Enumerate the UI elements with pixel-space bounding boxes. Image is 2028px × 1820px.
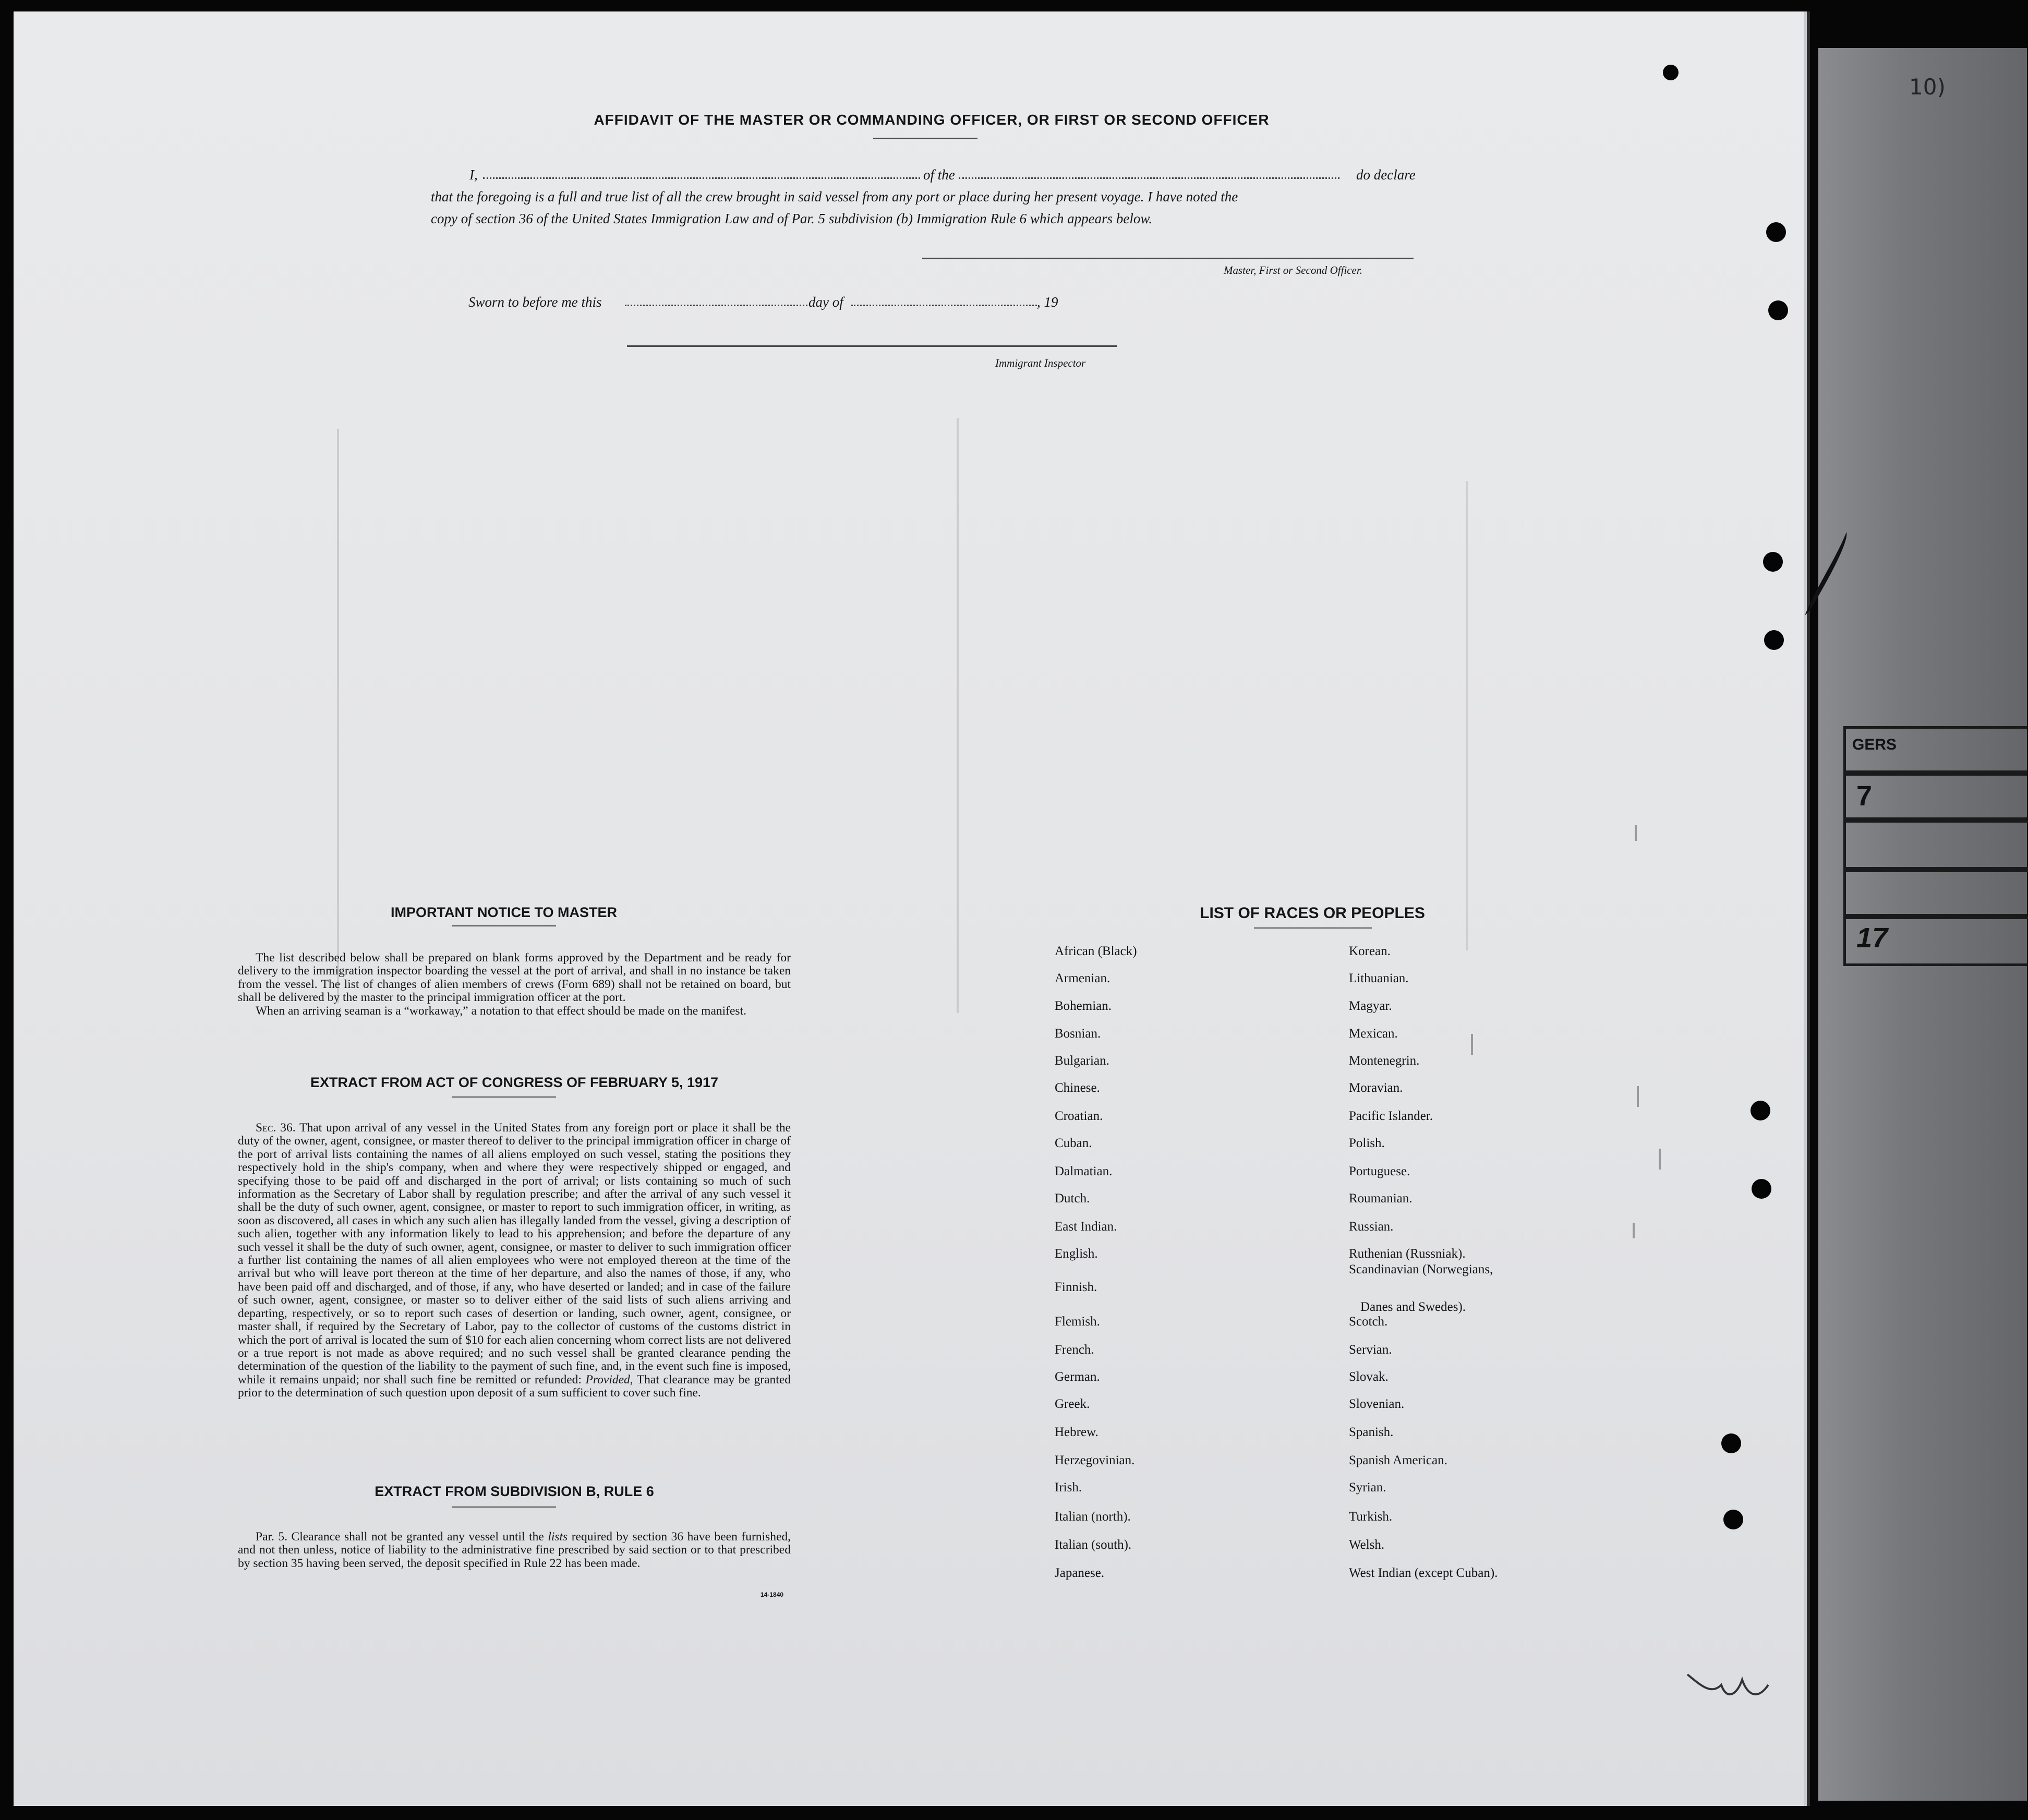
binder-hole bbox=[1764, 630, 1784, 650]
race-item: Cuban. bbox=[1055, 1136, 1092, 1150]
ghost-column-rule bbox=[957, 418, 959, 1013]
strip-empty-box bbox=[1843, 867, 2028, 919]
race-item: Polish. bbox=[1349, 1136, 1385, 1150]
race-item: Turkish. bbox=[1349, 1510, 1393, 1524]
races-title: LIST OF RACES OR PEOPLES bbox=[1200, 905, 1425, 922]
race-item: Magyar. bbox=[1349, 999, 1392, 1013]
strip-label: GERS bbox=[1852, 736, 1897, 753]
do-declare-label: do declare bbox=[1356, 167, 1416, 183]
notice-paragraph-1: The list described below shall be prepared on blank forms approved by the Department and be ready for delivery to the immigration inspector boarding the vessel at the port of arrival, and shall in no instance be taken from the vessel. The list of changes of alien members of crews (Form 689) shall not be retained on board, but shall be delivered by the master to the principal immigration officer at the port. bbox=[238, 951, 791, 1005]
race-item: Russian. bbox=[1349, 1220, 1394, 1234]
stray-mark bbox=[1633, 1223, 1635, 1238]
rule-extract-body bbox=[238, 1530, 791, 1570]
adjacent-page-edge bbox=[1818, 48, 2027, 1801]
race-item: Herzegovinian. bbox=[1055, 1453, 1135, 1467]
affidavit-i-label: I, bbox=[469, 167, 478, 183]
race-item: Mexican. bbox=[1349, 1027, 1398, 1041]
race-item: German. bbox=[1055, 1370, 1100, 1384]
strip-empty-box bbox=[1843, 820, 2028, 872]
rule-extract-title: EXTRACT FROM SUBDIVISION B, RULE 6 bbox=[375, 1484, 654, 1499]
month-blank bbox=[851, 305, 1037, 306]
race-item: Italian (north). bbox=[1055, 1510, 1131, 1524]
race-item: Slovak. bbox=[1349, 1370, 1389, 1384]
inspector-line bbox=[627, 345, 1117, 347]
notice-underline bbox=[452, 925, 556, 926]
lists-word: lists bbox=[548, 1530, 568, 1544]
race-item: Finnish. bbox=[1055, 1280, 1097, 1294]
race-item: Dalmatian. bbox=[1055, 1164, 1113, 1178]
affidavit-line-3: copy of section 36 of the United States Immigration Law and of Par. 5 subdivision (b) Immigration Rule 6 which appears below. bbox=[431, 211, 1153, 226]
race-item: Servian. bbox=[1349, 1343, 1392, 1357]
race-item: Japanese. bbox=[1055, 1566, 1105, 1580]
race-item: English. bbox=[1055, 1247, 1098, 1261]
race-item: Italian (south). bbox=[1055, 1538, 1132, 1552]
binder-hole bbox=[1723, 1510, 1743, 1529]
race-item: Flemish. bbox=[1055, 1315, 1100, 1329]
inspector-label: Immigrant Inspector bbox=[995, 357, 1086, 369]
race-item: Hebrew. bbox=[1055, 1425, 1098, 1439]
race-item: Scandinavian (Norwegians, bbox=[1349, 1262, 1493, 1276]
race-item: Armenian. bbox=[1055, 971, 1110, 985]
signature-line bbox=[922, 258, 1414, 259]
race-item: Lithuanian. bbox=[1349, 971, 1409, 985]
rule-underline bbox=[452, 1506, 556, 1508]
binder-hole bbox=[1721, 1433, 1741, 1453]
race-item: Portuguese. bbox=[1349, 1164, 1410, 1178]
strip-digit-box bbox=[1843, 773, 2027, 820]
notice-paragraph-2: When an arriving seaman is a “workaway,” a notation to that effect should be made on the manifest. bbox=[256, 1004, 746, 1018]
title-underline bbox=[873, 138, 977, 139]
race-item: Montenegrin. bbox=[1349, 1054, 1420, 1068]
handwritten-stroke bbox=[1794, 522, 1857, 626]
strip-digit: 7 bbox=[1856, 780, 1873, 812]
section-36-text: That upon arrival of any vessel in the United States from any foreign port or place it shall be the duty of the owner, agent, consignee, or master thereof to deliver to the principal immigration officer in charge of the port of arrival lists containing the names of all aliens employed on such vessel, stating the positions they respectively hold in the ship's company, when and where they were respectively shipped or engaged, and specifying those to be paid off and discharged in the port of arrival; or lists containing so much of such information as the Secretary of Labor shall by regulation prescribe; and after the arrival of any such vessel it shall be the duty of such owner, agent, consignee, or master to report to such immigration officer, in writing, as soon as discovered, all cases in which any such alien has illegally landed from the vessel, giving a description of such alien, together with any information likely to lead to his apprehension; and before the departure of any such vessel it shall be the duty of such owner, agent, consignee, or master to deliver to such immigration officer a further list containing the names of all alien employees who were not employed thereon at the time of the arrival but who will leave port thereon at the time of her departure, and also the names of those, if any, who have been paid off and discharged, and of those, if any, who have deserted or landed; and in case of the failure of such owner, agent, consignee, or master so to deliver either of the said lists of such aliens arriving and departing, respectively, or so to report such cases of desertion or landing, such owner, agent, consignee, or master shall, if required by the Secretary of Labor, pay to the collector of customs of the customs district in which the port of arrival is located the sum of $10 for each alien concerning whom correct lists are not delivered or a true report is not made as above required; and no such vessel shall be granted clearance pending the determination of the question of the liability to the payment of such fine, and, in the event such fine is imposed, while it remains unpaid; nor shall such fine be remitted or refunded: bbox=[238, 1121, 791, 1387]
binder-hole bbox=[1663, 65, 1679, 80]
race-item: Roumanian. bbox=[1349, 1191, 1413, 1206]
race-item: Pacific Islander. bbox=[1349, 1109, 1433, 1123]
strip-number: 17 bbox=[1856, 922, 1888, 954]
sworn-label: Sworn to before me this bbox=[468, 294, 602, 310]
provided-word: Provided, bbox=[585, 1372, 633, 1387]
affidavit-line-2: that the foregoing is a full and true list of all the crew brought in said vessel from any port or place during her present voyage. I have noted the bbox=[431, 189, 1238, 204]
race-item: Croatian. bbox=[1055, 1109, 1103, 1123]
handwritten-page-number: 10) bbox=[1909, 74, 1946, 100]
race-item: Bulgarian. bbox=[1055, 1054, 1109, 1068]
race-item: Dutch. bbox=[1055, 1191, 1090, 1206]
section-36-text-end: That clearance may be granted prior to the determination of such question upon deposit of a sum sufficient to cover such fine. bbox=[238, 1372, 791, 1400]
race-item: Korean. bbox=[1349, 944, 1391, 958]
year-label: , 19 bbox=[1037, 294, 1058, 310]
form-number: 14-1840 bbox=[760, 1591, 784, 1598]
affidavit-title: AFFIDAVIT OF THE MASTER OR COMMANDING OFFICER, OR FIRST OR SECOND OFFICER bbox=[594, 112, 1270, 128]
stray-mark bbox=[1471, 1034, 1473, 1055]
race-item: French. bbox=[1055, 1343, 1094, 1357]
day-of-label: day of bbox=[808, 294, 843, 310]
binder-hole bbox=[1763, 552, 1783, 572]
manifest-page bbox=[14, 11, 1804, 1806]
race-item: Scotch. bbox=[1349, 1315, 1388, 1329]
race-item: West Indian (except Cuban). bbox=[1349, 1566, 1498, 1580]
binder-hole bbox=[1752, 1179, 1771, 1199]
race-item: Syrian. bbox=[1349, 1480, 1386, 1494]
stray-mark bbox=[1659, 1149, 1661, 1170]
vessel-blank bbox=[959, 177, 1339, 179]
act-extract-body bbox=[238, 1122, 791, 1400]
notice-body bbox=[238, 951, 791, 1018]
sworn-day-blank bbox=[625, 305, 807, 306]
race-item: Slovenian. bbox=[1349, 1397, 1405, 1411]
race-item: Irish. bbox=[1055, 1480, 1082, 1494]
race-scandinavian-cont: Danes and Swedes). bbox=[1360, 1300, 1466, 1314]
stray-mark bbox=[1637, 1086, 1639, 1107]
of-the-label: of the bbox=[923, 167, 955, 183]
act-extract-title: EXTRACT FROM ACT OF CONGRESS OF FEBRUARY 5, 1917 bbox=[310, 1075, 719, 1090]
race-item: Welsh. bbox=[1349, 1538, 1385, 1552]
binder-hole bbox=[1751, 1101, 1770, 1120]
scribble-mark bbox=[1685, 1664, 1784, 1706]
race-item: Moravian. bbox=[1349, 1081, 1403, 1095]
race-item: Ruthenian (Russniak). bbox=[1349, 1247, 1466, 1261]
race-item: African (Black) bbox=[1055, 944, 1137, 958]
strip-number-box bbox=[1843, 914, 2027, 966]
act-underline bbox=[452, 1096, 556, 1098]
strip-label-box bbox=[1843, 726, 2027, 773]
rule-text-a: Par. 5. Clearance shall not be granted any vessel until the bbox=[256, 1530, 544, 1544]
race-item: Spanish. bbox=[1349, 1425, 1394, 1439]
ghost-column-rule bbox=[337, 429, 339, 1003]
stray-mark bbox=[1635, 825, 1637, 841]
section-label: Sec. 36. bbox=[256, 1121, 296, 1135]
race-item: Bosnian. bbox=[1055, 1027, 1101, 1041]
ghost-column-rule bbox=[1466, 481, 1468, 950]
race-item: East Indian. bbox=[1055, 1220, 1117, 1234]
race-item: Bohemian. bbox=[1055, 999, 1112, 1013]
race-item: Chinese. bbox=[1055, 1081, 1100, 1095]
rule-text-b: required by section 36 have been furnished, and not then unless, notice of liability to the administrative fine prescribed by said section or to that prescribed by section 35 having been served, the deposit specified in Rule 22 has been made. bbox=[238, 1530, 791, 1570]
race-item: Spanish American. bbox=[1349, 1453, 1447, 1467]
binder-hole bbox=[1766, 222, 1786, 242]
name-blank bbox=[483, 177, 920, 179]
binder-hole bbox=[1768, 300, 1788, 320]
notice-title: IMPORTANT NOTICE TO MASTER bbox=[391, 905, 617, 920]
race-item: Greek. bbox=[1055, 1397, 1090, 1411]
signature-label: Master, First or Second Officer. bbox=[1224, 264, 1362, 276]
races-underline bbox=[1254, 927, 1372, 929]
